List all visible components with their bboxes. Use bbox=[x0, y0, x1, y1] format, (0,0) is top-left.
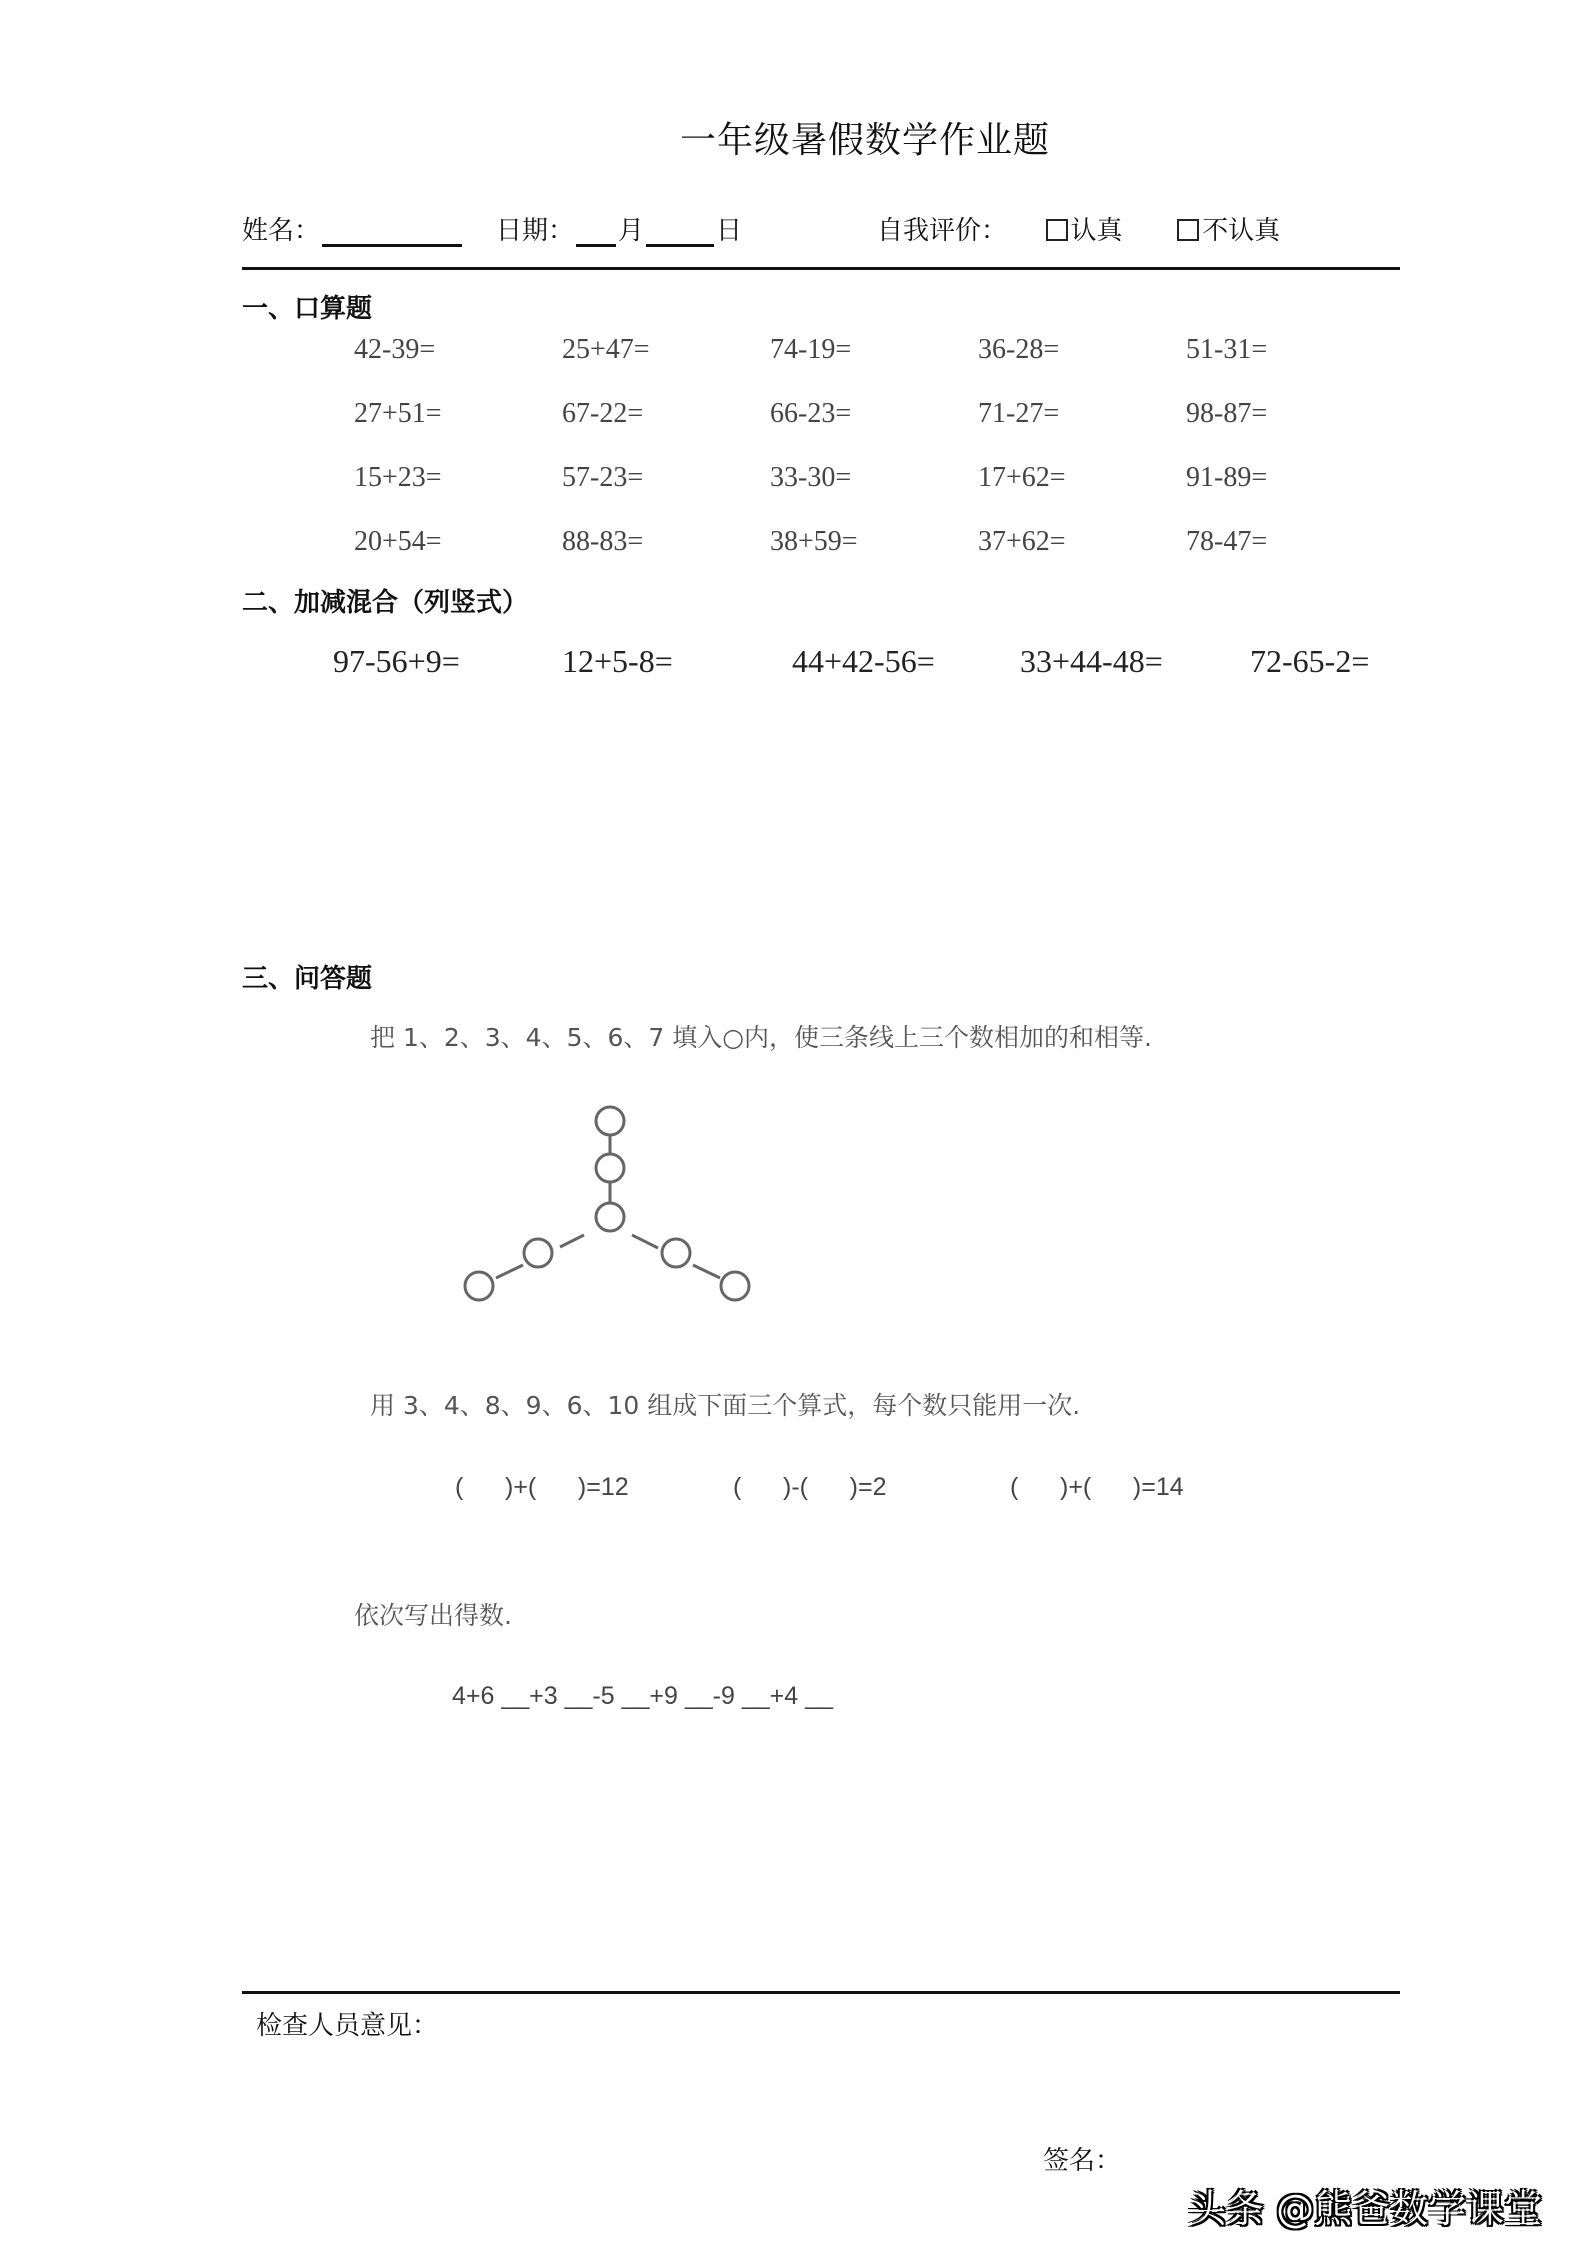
name-blank[interactable] bbox=[322, 218, 462, 247]
oral-problem: 36-28= bbox=[978, 334, 1060, 365]
day-label: 日 bbox=[716, 216, 743, 246]
footer-divider bbox=[242, 1991, 1400, 1994]
oral-problem: 17+62= bbox=[978, 462, 1066, 493]
name-label: 姓名： bbox=[242, 216, 321, 246]
option-serious: 认真 bbox=[1070, 216, 1123, 246]
question2-text: 用 3、4、8、9、6、10 组成下面三个算式，每个数只能用一次. bbox=[370, 1391, 1081, 1420]
oral-problem: 88-83= bbox=[562, 526, 644, 557]
mixed-problem: 97-56+9= bbox=[333, 643, 460, 679]
number-circle bbox=[596, 1154, 624, 1182]
question3-text: 依次写出得数. bbox=[354, 1601, 512, 1630]
oral-problem: 98-87= bbox=[1186, 398, 1268, 429]
self-eval-label: 自我评价： bbox=[877, 216, 1008, 246]
oral-problem: 38+59= bbox=[770, 526, 858, 557]
oral-problem: 27+51= bbox=[354, 398, 442, 429]
oral-problem: 67-22= bbox=[562, 398, 644, 429]
mixed-problem: 12+5-8= bbox=[562, 643, 673, 679]
mixed-problem: 72-65-2= bbox=[1250, 643, 1370, 679]
number-circle bbox=[721, 1272, 749, 1300]
mixed-problem: 33+44-48= bbox=[1020, 643, 1163, 679]
signature-label: 签名： bbox=[1043, 2146, 1122, 2176]
checkbox-not-serious[interactable] bbox=[1177, 219, 1199, 241]
date-label: 日期： bbox=[496, 216, 575, 246]
checkbox-serious[interactable] bbox=[1046, 219, 1068, 241]
oral-problem: 20+54= bbox=[354, 526, 442, 557]
page-title: 一年级暑假数学作业题 bbox=[679, 120, 1050, 161]
oral-problem: 71-27= bbox=[978, 398, 1060, 429]
number-circle bbox=[662, 1239, 690, 1267]
oral-problem: 57-23= bbox=[562, 462, 644, 493]
oral-problem: 25+47= bbox=[562, 334, 650, 365]
oral-problem: 15+23= bbox=[354, 462, 442, 493]
mixed-problem: 44+42-56= bbox=[792, 643, 935, 679]
oral-problem: 33-30= bbox=[770, 462, 852, 493]
date-field bbox=[496, 210, 742, 247]
name-field bbox=[242, 210, 464, 247]
header-divider bbox=[242, 267, 1400, 270]
question1-text: 把 1、2、3、4、5、6、7 填入○内，使三条线上三个数相加的和相等. bbox=[370, 1023, 1152, 1052]
self-evaluation bbox=[877, 210, 1280, 247]
section1-heading: 一、口算题 bbox=[242, 294, 373, 324]
number-circle bbox=[596, 1107, 624, 1135]
option-not-serious: 不认真 bbox=[1202, 216, 1281, 246]
watermark: 头条 @熊爸数学课堂 bbox=[1188, 2187, 1543, 2231]
number-circle bbox=[524, 1239, 552, 1267]
reviewer-comment-label: 检查人员意见： bbox=[256, 2011, 439, 2041]
month-label: 月 bbox=[618, 216, 645, 246]
section3-heading: 三、问答题 bbox=[242, 964, 373, 994]
equation-diff-2: ( )-( )=2 bbox=[733, 1473, 887, 1501]
calculation-chain: 4+6 __+3 __-5 __+9 __-9 __+4 __ bbox=[452, 1682, 833, 1710]
number-circle bbox=[596, 1203, 624, 1231]
number-circle bbox=[465, 1272, 493, 1300]
equation-sum-14: ( )+( )=14 bbox=[1010, 1473, 1184, 1501]
month-blank[interactable] bbox=[576, 218, 616, 247]
section2-heading: 二、加减混合（列竖式） bbox=[242, 588, 529, 618]
oral-problem: 51-31= bbox=[1186, 334, 1268, 365]
circle-diagram bbox=[440, 1090, 780, 1330]
oral-problem: 66-23= bbox=[770, 398, 852, 429]
day-blank[interactable] bbox=[646, 218, 714, 247]
oral-problem: 42-39= bbox=[354, 334, 436, 365]
oral-problem: 91-89= bbox=[1186, 462, 1268, 493]
oral-problem: 37+62= bbox=[978, 526, 1066, 557]
oral-problem: 78-47= bbox=[1186, 526, 1268, 557]
oral-problem: 74-19= bbox=[770, 334, 852, 365]
equation-sum-12: ( )+( )=12 bbox=[455, 1473, 629, 1501]
